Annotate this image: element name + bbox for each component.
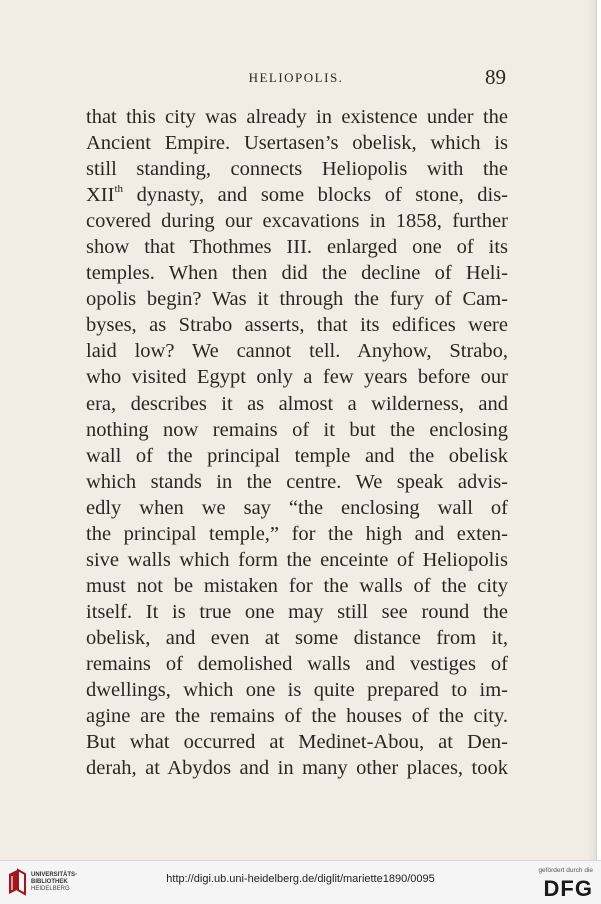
library-name-line: BIBLIOTHEK: [31, 879, 68, 885]
viewer-footer: [0, 860, 601, 904]
text-line: still standing, connects Heliopolis with the: [86, 158, 508, 181]
text-fragment: dynasty, and some blocks of stone, dis-: [123, 184, 508, 207]
superscript: th: [114, 183, 124, 196]
text-line: But what occurred at Medinet-Abou, at Den-: [86, 731, 508, 754]
running-title: HELIOPOLIS.: [248, 70, 344, 85]
text-line: Ancient Empire. Usertasen’s obelisk, which is: [86, 132, 508, 155]
library-name-line: HEIDELBERG: [31, 886, 70, 892]
text-line: dwellings, which one is quite prepared to im-: [86, 679, 508, 702]
text-line: era, describes it as almost a wilderness, and: [86, 392, 508, 415]
dfg-logo: DFG: [543, 876, 593, 901]
text-line: edly when we say “the enclosing wall of: [86, 496, 508, 519]
body-text: [86, 104, 508, 781]
text-line: the principal temple,” for the high and exten-: [86, 522, 508, 545]
text-line: remains of demolished walls and vestiges of: [86, 652, 508, 675]
text-line: covered during our excavations in 1858, further: [86, 210, 508, 233]
text-line: [86, 182, 508, 208]
text-line: laid low? We cannot tell. Anyhow, Strabo,: [86, 340, 508, 363]
library-name-line: UNIVERSITÄTS-: [31, 872, 78, 878]
text-line: nothing now remains of it but the enclosing: [86, 418, 508, 441]
text-line: byses, as Strabo asserts, that its edifices were: [86, 314, 508, 337]
funded-by-label: gefördert durch die: [538, 867, 593, 874]
text-line: agine are the remains of the houses of the city.: [86, 705, 508, 728]
text-fragment: XII: [86, 184, 115, 207]
text-line: must not be mistaken for the walls of the city: [86, 574, 508, 597]
text-line: that this city was already in existence under the: [86, 106, 508, 128]
permalink-url[interactable]: http://digi.ub.uni-heidelberg.de/diglit/mariette1890/0095: [166, 873, 435, 885]
text-line: show that Thothmes III. enlarged one of its: [86, 236, 508, 259]
page-number: 89: [485, 65, 506, 89]
text-line: opolis begin? Was it through the fury of Cam-: [86, 288, 508, 311]
text-line: derah, at Abydos and in many other places, took: [86, 757, 508, 780]
text-line: itself. It is true one may still see round the: [86, 600, 508, 623]
text-line: who visited Egypt only a few years before our: [86, 366, 508, 389]
text-line: wall of the principal temple and the obelisk: [86, 444, 508, 467]
text-line: temples. When then did the decline of Heli-: [86, 262, 508, 285]
text-line: sive walls which form the enceinte of Heliopolis: [86, 548, 508, 571]
text-line: which stands in the centre. We speak advis-: [86, 470, 508, 493]
text-line: obelisk, and even at some distance from it,: [86, 626, 508, 649]
page-header: [86, 65, 506, 92]
